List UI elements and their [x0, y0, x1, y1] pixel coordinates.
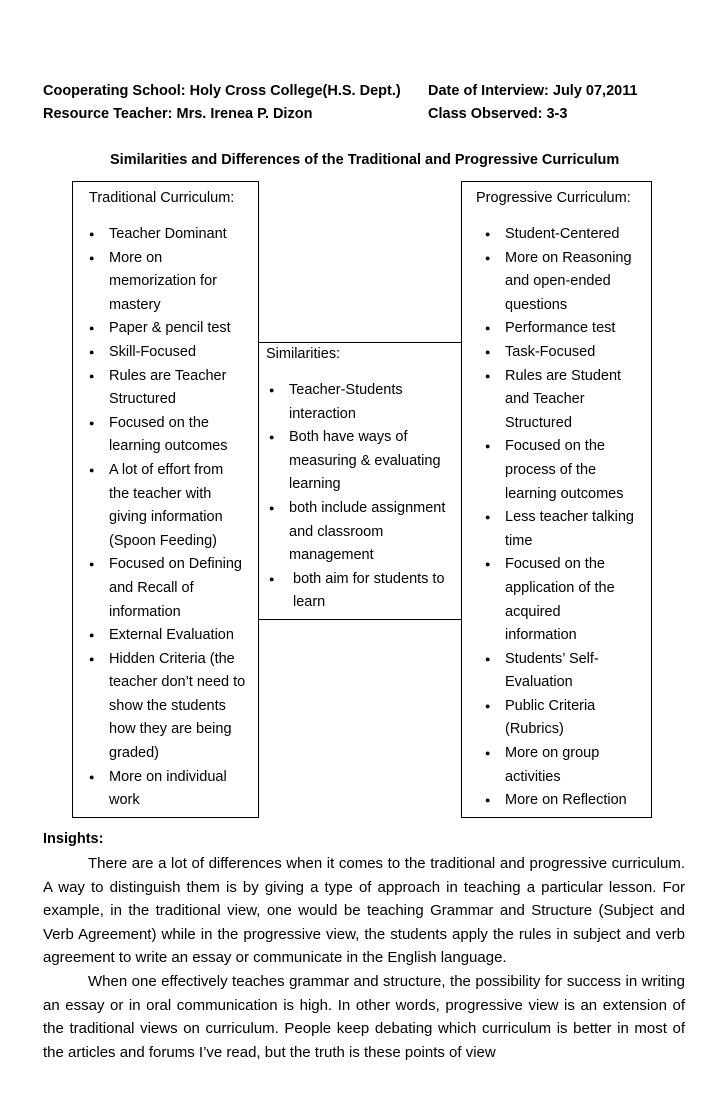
- list-item: ● Less teacher talking time: [481, 506, 645, 553]
- list-item: ● More on Reflection: [481, 789, 649, 813]
- similarities-box: [258, 342, 462, 620]
- list-item: ● both include assignment and classroom management: [265, 497, 457, 568]
- insights-paragraph-2: When one effectively teaches grammar and structure, the possibility for success in writing an essay or in oral communication is high. In other words, progressive view is an extension of the traditional views on curriculum. People keep debating which curriculum is better in most of the articles and forums I’ve read, but the truth is these points of view: [43, 973, 685, 1061]
- list-item: ● Focused on the learning outcomes: [85, 412, 244, 459]
- interview-date: Date of Interview: July 07,2011: [428, 83, 638, 99]
- list-item: ● Teacher Dominant: [85, 223, 253, 247]
- class-observed: Class Observed: 3-3: [428, 106, 568, 122]
- progressive-list: [481, 223, 649, 813]
- list-item: ● Teacher-Students interaction: [265, 379, 414, 426]
- similarities-heading: Similarities:: [266, 346, 341, 362]
- insights-label: Insights:: [43, 831, 104, 847]
- list-item: ● More on Reasoning and open-ended questions: [481, 247, 647, 318]
- list-item: ● Focused on Defining and Recall of information: [85, 553, 251, 624]
- cooperating-school: Cooperating School: Holy Cross College(H.S. Dept.): [43, 83, 401, 99]
- list-item: ● Rules are Teacher Structured: [85, 365, 234, 412]
- progressive-curriculum-box: [461, 181, 652, 818]
- list-item: ● More on individual work: [85, 766, 244, 813]
- resource-teacher: Resource Teacher: Mrs. Irenea P. Dizon: [43, 106, 313, 122]
- list-item: ● Students’ Self-Evaluation: [481, 648, 613, 695]
- list-item: ● Skill-Focused: [85, 341, 253, 365]
- similarities-list: [265, 379, 459, 615]
- list-item: ● Rules are Student and Teacher Structured: [481, 365, 627, 436]
- list-item: ● both aim for students to learn: [265, 568, 453, 615]
- list-item: ● More on group activities: [481, 742, 617, 789]
- traditional-heading: Traditional Curriculum:: [89, 190, 235, 206]
- page-title: Similarities and Differences of the Traditional and Progressive Curriculum: [110, 152, 620, 168]
- list-item: ● Both have ways of measuring & evaluating learning: [265, 426, 454, 497]
- list-item: ● Student-Centered: [481, 223, 649, 247]
- list-item: ● Task-Focused: [481, 341, 649, 365]
- list-item: ● External Evaluation: [85, 624, 253, 648]
- traditional-list: [85, 223, 253, 813]
- list-item: ● Focused on the process of the learning outcomes: [481, 435, 637, 506]
- list-item: ● A lot of effort from the teacher with giving information (Spoon Feeding): [85, 459, 241, 553]
- list-item: ● Paper & pencil test: [85, 317, 253, 341]
- insights-paragraph-1: There are a lot of differences when it comes to the traditional and progressive curriculum. A way to distinguish them is by giving a type of approach in teaching a particular lesson. For example, in the traditional view, one would be teaching Grammar and Structure (Subject and Verb Agreement) while in the progressive view, the students apply the rules in subject and verb agreement to write an essay or communicate in the English language.: [43, 855, 685, 967]
- list-item: ● Hidden Criteria (the teacher don’t need to show the students how they are being graded): [85, 648, 247, 766]
- list-item: ● Public Criteria (Rubrics): [481, 695, 605, 742]
- list-item: ● More on memorization for mastery: [85, 247, 227, 318]
- progressive-heading: Progressive Curriculum:: [476, 190, 631, 206]
- traditional-curriculum-box: [72, 181, 259, 818]
- list-item: ● Focused on the application of the acquired information: [481, 553, 631, 647]
- list-item: ● Performance test: [481, 317, 649, 341]
